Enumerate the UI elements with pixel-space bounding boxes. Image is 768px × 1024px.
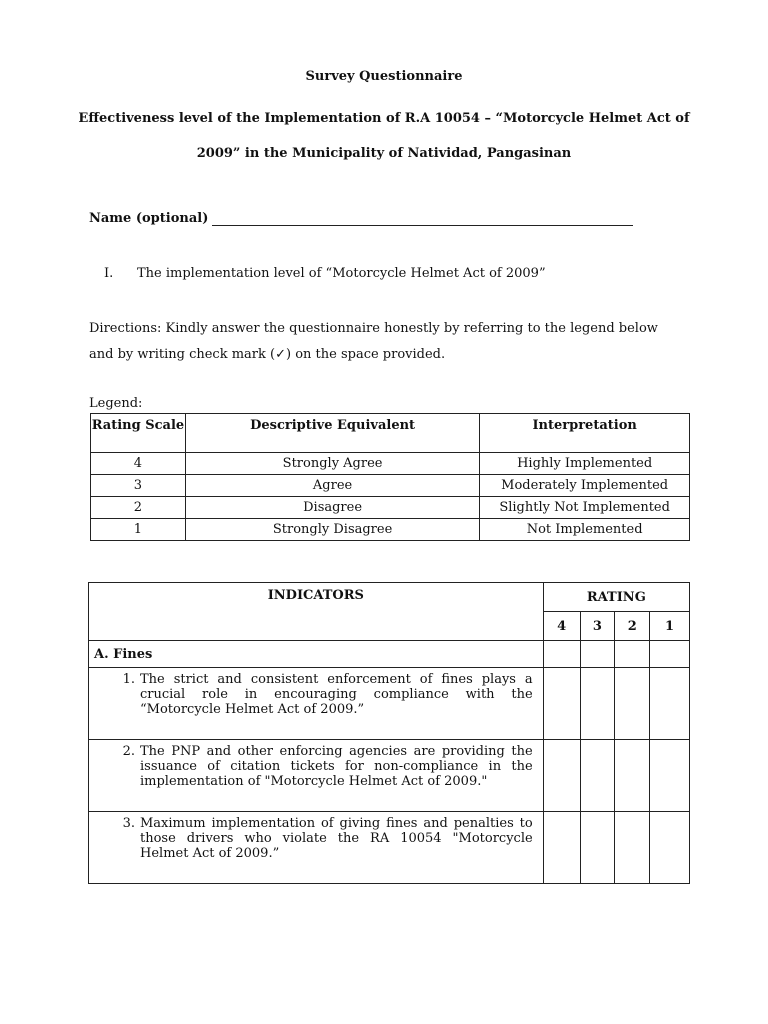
group-row [89,641,690,668]
rating-checkbox-cell[interactable] [615,812,650,884]
rating-column-4: 4 [543,612,580,641]
rating-checkbox-cell [543,641,580,668]
section-title: The implementation level of “Motorcycle Helmet Act of 2009” [137,266,546,281]
legend-header-rating: Rating Scale [91,414,186,453]
legend-cell: Disagree [185,497,479,519]
indicator-text: Maximum implementation of giving fines and penalties to those drivers who violate the RA 10054 "Motorcycle Helmet Act of 2009.” [140,816,533,861]
rating-checkbox-cell[interactable] [543,812,580,884]
indicator-row [89,812,690,884]
indicator-number: 2. [122,744,135,759]
legend-row [91,453,690,475]
rating-column-1: 1 [650,612,690,641]
section-number: I. [104,266,114,281]
rating-checkbox-cell[interactable] [543,740,580,812]
indicator-text: The PNP and other enforcing agencies are providing the issuance of citation tickets for non-compliance in the implementation of "Motorcycle Helmet Act of 2009." [140,744,533,789]
indicators-header-row [89,583,690,612]
indicator-number: 3. [122,816,135,831]
indicator-item [89,668,544,740]
legend-cell: Highly Implemented [480,453,690,475]
legend-cell: Not Implemented [480,519,690,541]
indicator-item [89,812,544,884]
rating-checkbox-cell[interactable] [650,668,690,740]
rating-checkbox-cell[interactable] [650,812,690,884]
legend-header-interpretation: Interpretation [480,414,690,453]
name-field-label: Name (optional) [89,211,209,226]
rating-checkbox-cell [615,641,650,668]
rating-checkbox-cell[interactable] [580,740,615,812]
indicator-text: The strict and consistent enforcement of fines plays a crucial role in encouraging compliance with the “Motorcycle Helmet Act of 2009.” [140,672,533,717]
indicators-table [88,582,690,884]
legend-header-descriptive: Descriptive Equivalent [185,414,479,453]
legend-table [90,413,690,541]
legend-label: Legend: [89,396,143,411]
legend-cell: 1 [91,519,186,541]
indicator-row [89,740,690,812]
rating-checkbox-cell[interactable] [580,812,615,884]
survey-subtitle-line1: Effectiveness level of the Implementation of R.A 10054 – “Motorcycle Helmet Act of [78,111,690,126]
rating-checkbox-cell [580,641,615,668]
legend-cell: 3 [91,475,186,497]
rating-header: RATING [543,583,689,612]
legend-row [91,519,690,541]
name-field-line[interactable] [212,211,633,226]
rating-checkbox-cell[interactable] [580,668,615,740]
indicator-item [89,740,544,812]
legend-row [91,497,690,519]
indicator-row [89,668,690,740]
legend-cell: 2 [91,497,186,519]
legend-cell: 4 [91,453,186,475]
directions-text: Directions: Kindly answer the questionnaire honestly by referring to the legend below and by writing check mark (✓) on the space provided. [89,321,658,362]
survey-title: Survey Questionnaire [305,69,463,84]
group-label: A. Fines [89,641,544,668]
legend-cell: Strongly Agree [185,453,479,475]
rating-column-2: 2 [615,612,650,641]
indicators-header: INDICATORS [89,583,544,641]
rating-checkbox-cell[interactable] [615,740,650,812]
legend-cell: Moderately Implemented [480,475,690,497]
rating-checkbox-cell[interactable] [650,740,690,812]
rating-column-3: 3 [580,612,615,641]
rating-checkbox-cell[interactable] [615,668,650,740]
legend-row [91,475,690,497]
legend-cell: Agree [185,475,479,497]
indicator-number: 1. [122,672,135,687]
rating-checkbox-cell[interactable] [543,668,580,740]
survey-subtitle-line2: 2009” in the Municipality of Natividad, Pangasinan [196,146,572,161]
rating-checkbox-cell [650,641,690,668]
legend-cell: Slightly Not Implemented [480,497,690,519]
legend-cell: Strongly Disagree [185,519,479,541]
legend-header-row [91,414,690,453]
name-field-row [89,211,633,226]
